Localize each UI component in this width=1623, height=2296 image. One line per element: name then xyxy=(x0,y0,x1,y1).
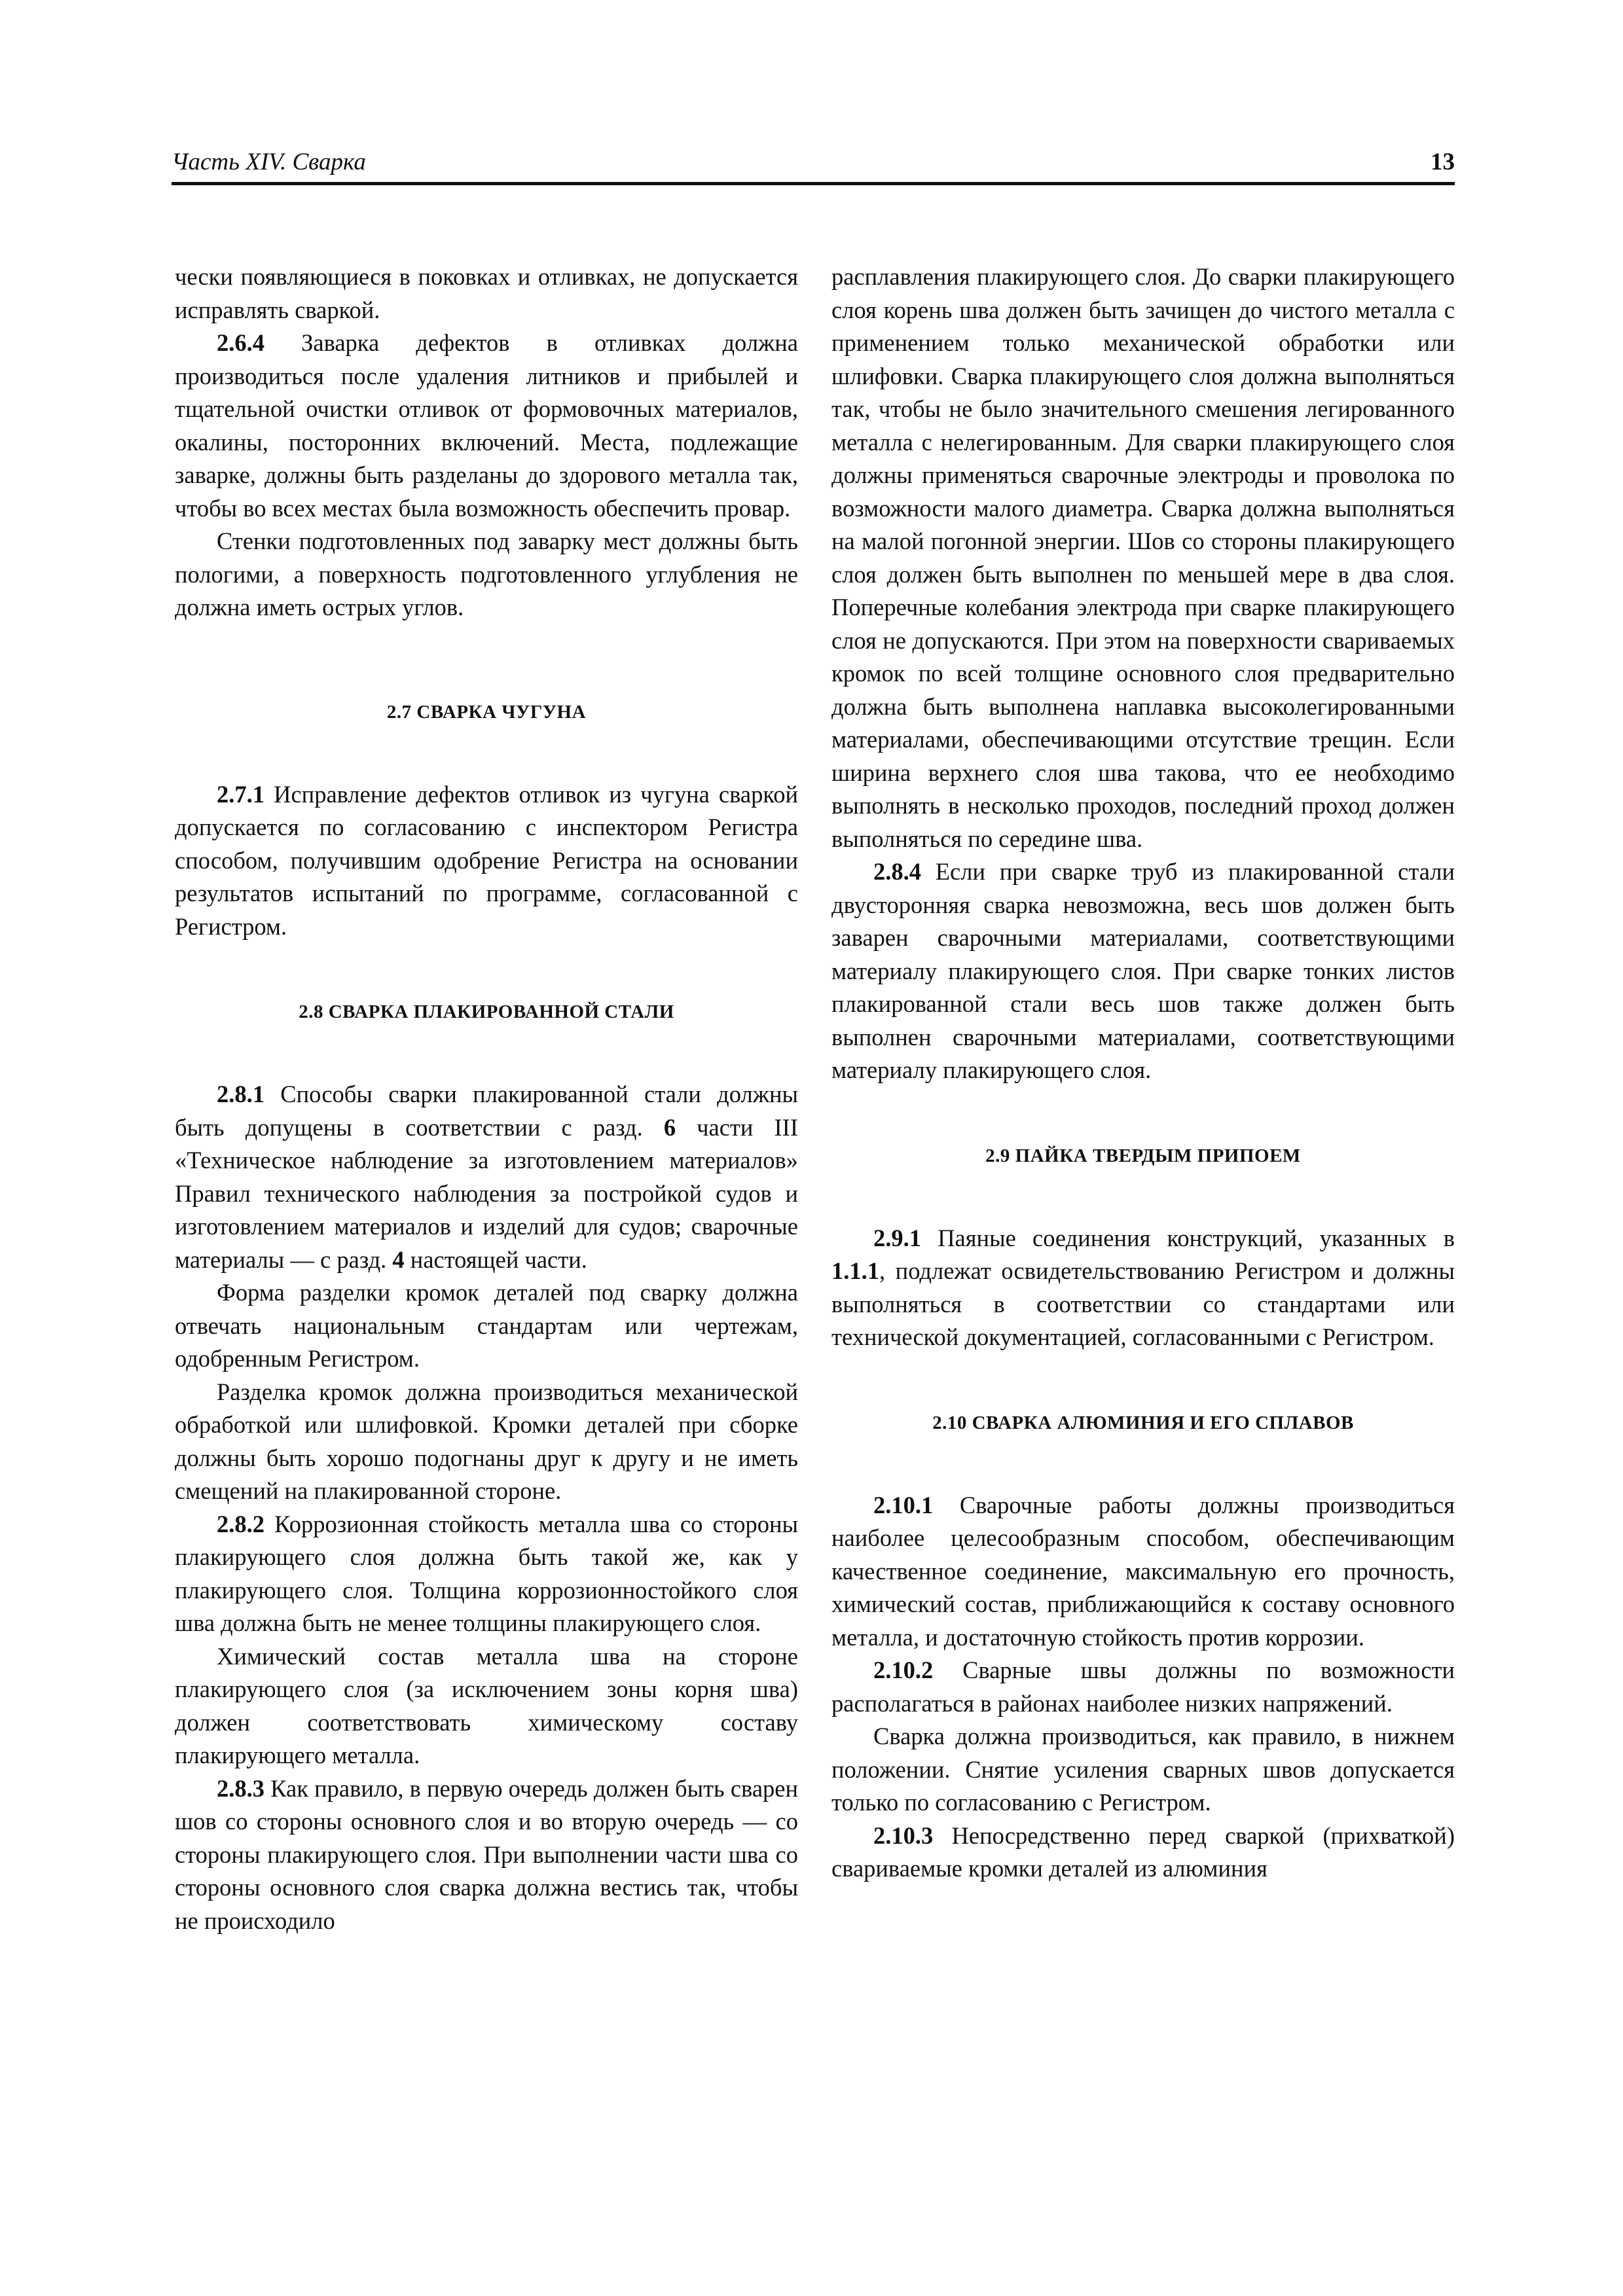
paragraph-text: Способы сварки плакированной стали должны быть допущены в соответствии с разд. xyxy=(175,1081,798,1141)
paragraph-text: настоящей части. xyxy=(404,1246,587,1273)
clause-number: 2.10.3 xyxy=(873,1821,934,1849)
clause-number: 2.8.4 xyxy=(873,858,921,885)
paragraph-text: Непосредственно перед сваркой (прихваткой) свариваемые кромки деталей из алюминия xyxy=(831,1821,1455,1882)
paragraph-text: Исправление дефектов отливок из чугуна сваркой допускается по согласованию с инспектором Регистра способом, получившим одобрение Регистра на основании результатов испытаний по программе, согласованной с Регистром. xyxy=(175,780,798,940)
paragraph xyxy=(831,1720,1455,1820)
clause-number: 2.10.2 xyxy=(873,1657,934,1683)
paragraph-2-10-1 xyxy=(831,1489,1455,1655)
paragraph xyxy=(175,1376,798,1508)
section-reference: 1.1.1 xyxy=(831,1257,879,1284)
section-heading-2-10: 2.10 СВАРКА АЛЮМИНИЯ И ЕГО СПЛАВОВ xyxy=(932,1412,1354,1433)
paragraph-text: Разделка кромок должна производиться механической обработкой или шлифовкой. Кромки деталей при сборке должны быть хорошо подогнаны друг к другу и не иметь смещений на плакированной стороне. xyxy=(175,1378,798,1504)
paragraph xyxy=(175,1276,798,1376)
paragraph-text: Сварочные работы должны производиться наиболее целесообразным способом, обеспечивающим качественное соединение, максимальную его прочность, химический состав, приближающийся к составу основного металла, и достаточную стойкость против коррозии. xyxy=(831,1491,1455,1651)
clause-number: 2.8.3 xyxy=(217,1774,264,1802)
section-reference: 4 xyxy=(392,1246,405,1273)
left-column xyxy=(175,260,798,1937)
clause-number: 2.6.4 xyxy=(217,329,264,356)
paragraph-text: Коррозионная стойкость металла шва со стороны плакирующего слоя должна быть такой же, как у плакирующего слоя. Толщина коррозионностойкого слоя шва должна быть не менее толщины плакирующего слоя. xyxy=(175,1510,798,1636)
section-heading-2-9: 2.9 ПАЙКА ТВЕРДЫМ ПРИПОЕМ xyxy=(985,1145,1301,1166)
paragraph xyxy=(831,260,1455,855)
paragraph-text: расплавления плакирующего слоя. До сварки плакирующего слоя корень шва должен быть зачищен до чистого металла с применением только механической обработки или шлифовки. Сварка плакирующего слоя должна выполняться так, чтобы не было значительного смешения легированного металла с нелегированным. Для сварки плакирующего слоя должны применяться сварочные электроды и проволока по возможности малого диаметра. Сварка должна выполняться на малой погонной энергии. Шов со стороны плакирующего слоя должен быть выполнен по меньшей мере в два слоя. Поперечные колебания электрода при сварке плакирующего слоя не допускаются. При этом на поверхности свариваемых кромок по всей толщине основного слоя предварительно должна быть выполнена наплавка высоколегированными материалами, обеспечивающими отсутствие трещин. Если ширина верхнего слоя шва такова, что ее необходимо выполнять в несколько проходов, последний проход должен выполняться по середине шва. xyxy=(831,263,1455,852)
page-number: 13 xyxy=(1431,149,1455,175)
paragraph-text: Сварные швы должны по возможности располагаться в районах наиболее низких напряжений. xyxy=(831,1657,1455,1717)
paragraph-2-7-1 xyxy=(175,778,798,944)
paragraph-text: Как правило, в первую очередь должен быть сварен шов со стороны основного слоя и во вторую очередь — со стороны плакирующего слоя. При выполнении части шва со стороны основного слоя сварка должна вестись так, чтобы не происходило xyxy=(175,1774,798,1934)
clause-number: 2.8.1 xyxy=(217,1081,264,1107)
paragraph-2-8-1 xyxy=(175,1078,798,1276)
paragraph-text: Если при сварке труб из плакированной стали двусторонняя сварка невозможна, весь шов должен быть заварен сварочными материалами, соответствующими материалу плакирующего слоя. При сварке тонких листов плакированной стали весь шов также должен быть выполнен сварочными материалами, соответствующими материалу плакирующего слоя. xyxy=(831,858,1455,1083)
paragraph-text: Сварка должна производиться, как правило, в нижнем положении. Снятие усиления сварных швов допускается только по согласованию с Регистром. xyxy=(831,1723,1455,1816)
paragraph-2-9-1 xyxy=(831,1222,1455,1354)
paragraph xyxy=(175,1640,798,1772)
clause-number: 2.9.1 xyxy=(873,1224,921,1251)
paragraph-text: Стенки подготовленных под заварку мест должны быть пологими, а поверхность подготовленного углубления не должна иметь острых углов. xyxy=(175,528,798,620)
clause-number: 2.8.2 xyxy=(217,1510,264,1537)
page-header xyxy=(172,145,1455,185)
running-title: Часть XIV. Сварка xyxy=(172,149,366,175)
paragraph-text: Химический состав металла шва на стороне плакирующего слоя (за исключением зоны корня шва) должен соответствовать химическому составу плакирующего металла. xyxy=(175,1642,798,1768)
section-reference: 6 xyxy=(663,1113,676,1141)
paragraph-2-10-3 xyxy=(831,1820,1455,1886)
section-heading-2-7: 2.7 СВАРКА ЧУГУНА xyxy=(386,701,587,723)
paragraph xyxy=(175,260,798,327)
paragraph-2-8-2 xyxy=(175,1508,798,1640)
right-column xyxy=(831,260,1455,1886)
paragraph-2-8-3 xyxy=(175,1772,798,1938)
section-heading-2-8: 2.8 СВАРКА ПЛАКИРОВАННОЙ СТАЛИ xyxy=(299,1001,674,1022)
paragraph-text: Паяные соединения конструкций, указанных в xyxy=(921,1224,1455,1251)
paragraph-text: части III «Техническое наблюдение за изготовлением материалов» Правил технического наблюдения за постройкой судов и изготовлением материалов и изделий для судов; сварочные материалы — с разд. xyxy=(175,1113,798,1273)
paragraph xyxy=(175,525,798,624)
paragraph-2-8-4 xyxy=(831,855,1455,1087)
paragraph-text: Форма разделки кромок деталей под сварку должна отвечать национальным стандартам или чертежам, одобренным Регистром. xyxy=(175,1279,798,1372)
clause-number: 2.7.1 xyxy=(217,780,264,808)
paragraph-2-6-4 xyxy=(175,327,798,525)
clause-number: 2.10.1 xyxy=(873,1491,934,1518)
paragraph-text: Заварка дефектов в отливках должна производиться после удаления литников и прибылей и тщательной очистки отливок от формовочных материалов, окалины, посторонних включений. Места, подлежащие заварке, должны быть разделаны до здорового металла так, чтобы во всех местах была возможность обеспечить провар. xyxy=(175,329,798,522)
paragraph-2-10-2 xyxy=(831,1654,1455,1720)
paragraph-text: , подлежат освидетельствованию Регистром и должны выполняться в соответствии со стандартами или технической документацией, согласованными с Регистром. xyxy=(831,1257,1455,1350)
paragraph-text: чески появляющиеся в поковках и отливках, не допускается исправлять сваркой. xyxy=(175,263,798,323)
